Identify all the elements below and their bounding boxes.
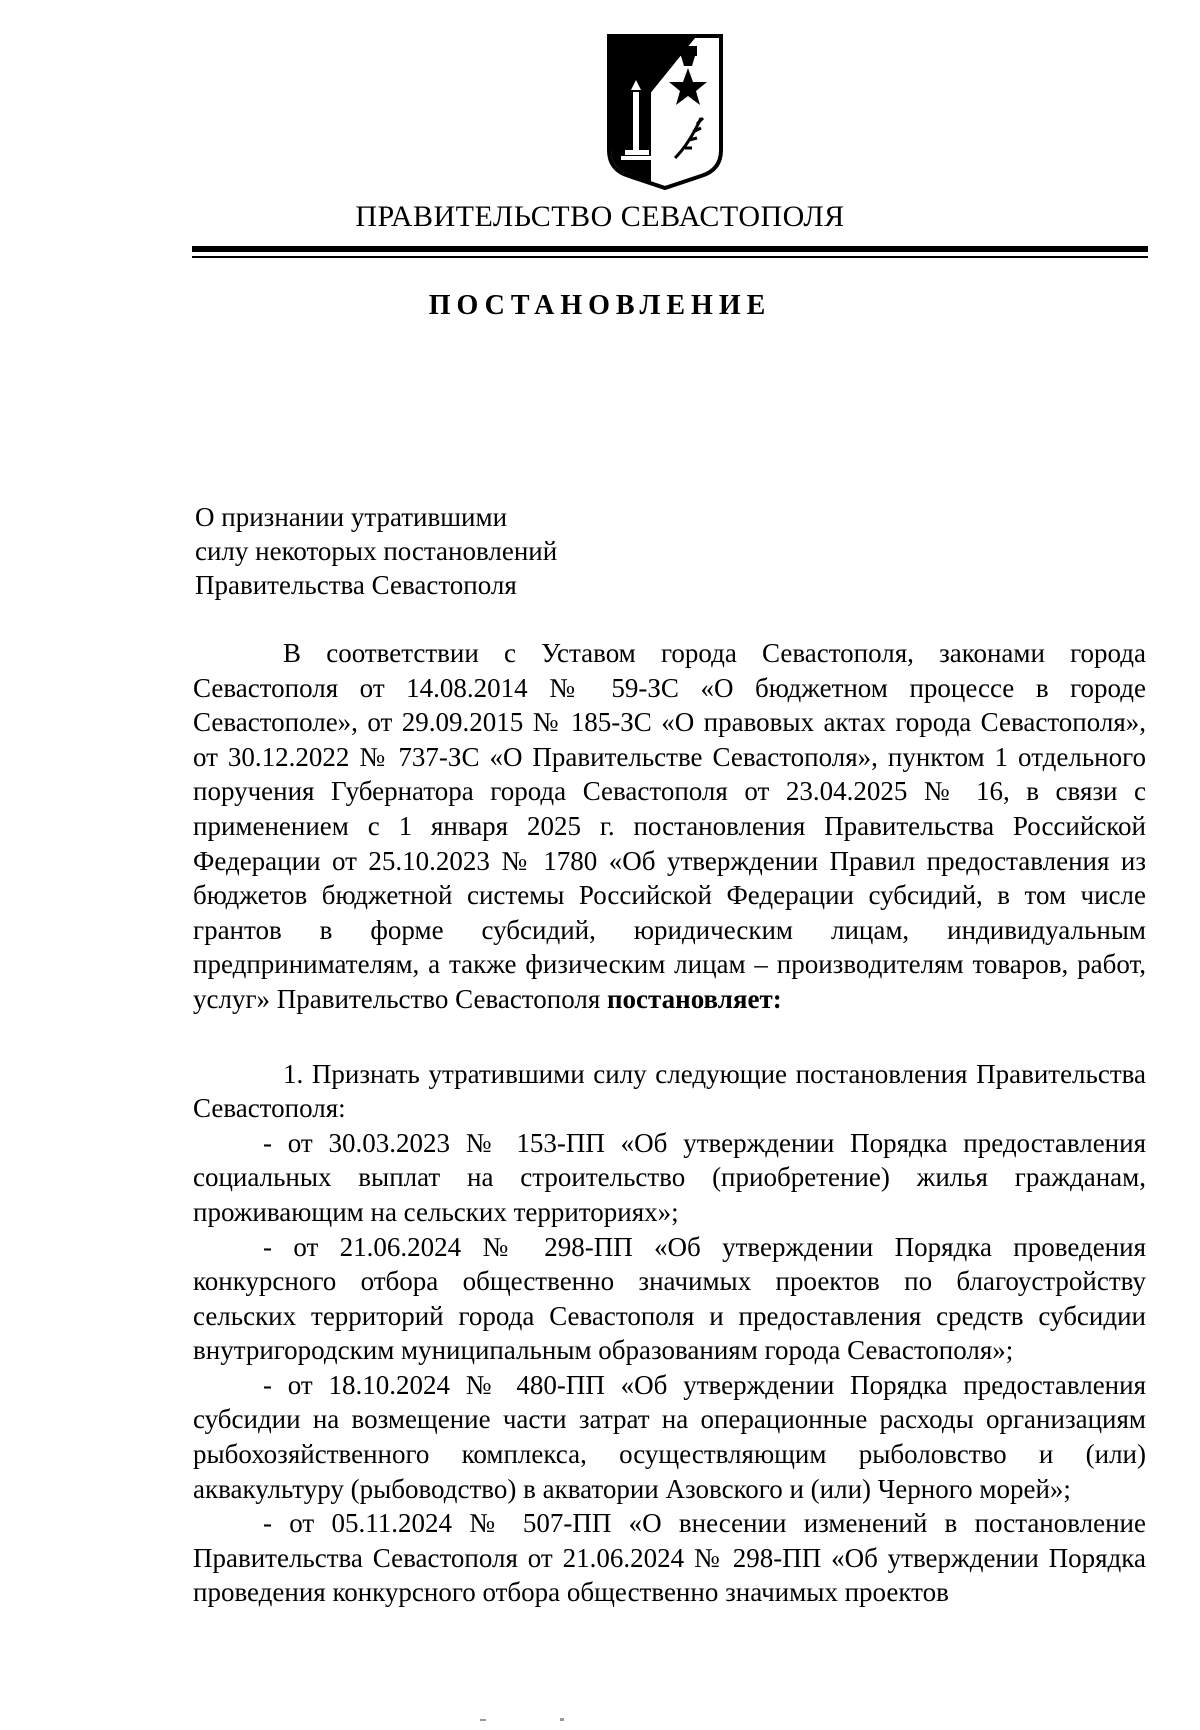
decree-word: постановляет: <box>607 983 782 1014</box>
subject-line-3: Правительства Севастополя <box>195 570 517 600</box>
document-subject <box>195 500 557 602</box>
government-name: ПРАВИТЕЛЬСТВО СЕВАСТОПОЛЯ <box>355 200 845 233</box>
document-body <box>193 636 1146 1610</box>
preamble-text: В соответствии с Уставом города Севастополя, законами города Севастополя от 14.08.2014 № 59-ЗС «О бюджетном процессе в городе Севастополе», от 29.09.2015 № 185-ЗС «О правовых актах города Севастополя», от 30.12.2022 № 737-ЗС «О Правительстве Севастополя», пунктом 1 отдельного поручения Губернатора города Севастополя от 23.04.2025 № 16, в связи с применением с 1 января 2025 г. постановления Правительства Российской Федерации от 25.10.2023 № 1780 «Об утверждении Правил предоставления из бюджетов бюджетной системы Российской Федерации субсидий, в том числе грантов в форме субсидий, юридическим лицам, индивидуальным предпринимателям, а также физическим лицам – производителям товаров, работ, услуг» Правительство Севастополя <box>193 638 1146 1014</box>
subject-line-2: силу некоторых постановлений <box>195 536 558 566</box>
subject-line-1: О признании утратившими <box>195 502 508 532</box>
repealed-item-1: - от 30.03.2023 № 153-ПП «Об утверждении Порядка предоставления социальных выплат на строительство (приобретение) жилья гражданам, проживающим на сельских территориях»; <box>193 1127 1146 1227</box>
point-1-intro: 1. Признать утратившими силу следующие постановления Правительства Севастополя: <box>193 1058 1146 1124</box>
repealed-item-2: - от 21.06.2024 № 298-ПП «Об утверждении Порядка проведения конкурсного отбора общественно значимых проектов по благоустройству сельских территорий города Севастополя и предоставления средств субсидии внутригородским муниципальным образованиям города Севастополя»; <box>193 1231 1146 1366</box>
scan-artifact <box>480 1718 570 1722</box>
header-rule-thin <box>192 256 1148 258</box>
header-rule-thick <box>192 246 1148 252</box>
document-type-title: ПОСТАНОВЛЕНИЕ <box>428 290 772 321</box>
repealed-item-3: - от 18.10.2024 № 480-ПП «Об утверждении Порядка предоставления субсидии на возмещение части затрат на операционные расходы организациям рыбохозяйственного комплекса, осуществляющим рыболовство и (или) аквакультуру (рыбоводство) в акватории Азовского и (или) Черного морей»; <box>193 1369 1146 1504</box>
repealed-item-4: - от 05.11.2024 № 507-ПП «О внесении изменений в постановление Правительства Севастополя от 21.06.2024 № 298-ПП «Об утверждении Порядка проведения конкурсного отбора общественно значимых проектов <box>193 1508 1146 1608</box>
preamble-paragraph <box>193 636 1146 1017</box>
coat-of-arms-icon <box>605 32 725 192</box>
